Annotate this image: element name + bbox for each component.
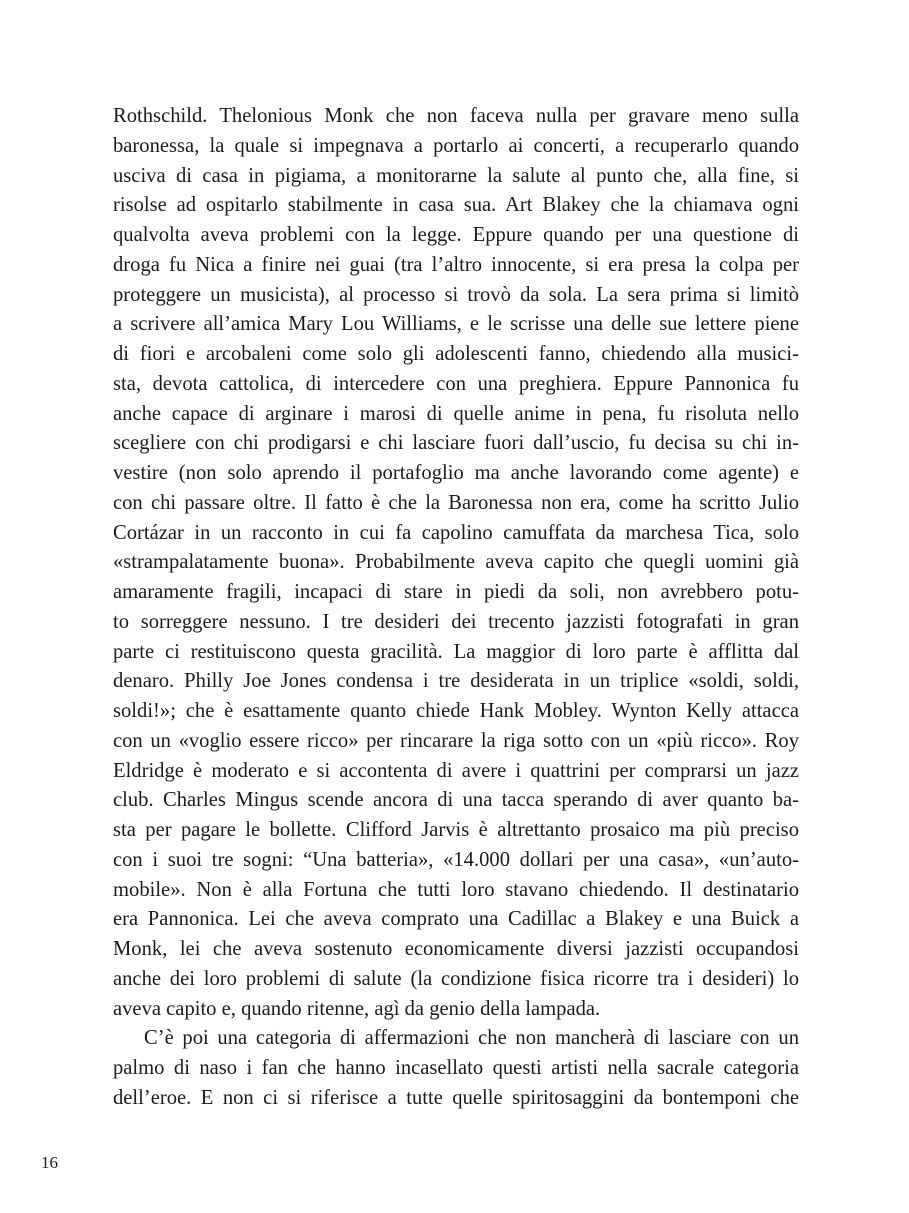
text-line: C’è poi una categoria di affermazioni che non mancherà di lasciare con un [144, 1027, 799, 1050]
text-line: sta, devota cattolica, di intercedere con una preghiera. Eppure Pannonica fu [113, 372, 799, 395]
text-line: «strampalatamente buona». Probabilmente aveva capito che quegli uomini già [113, 551, 799, 574]
text-line: Rothschild. Thelonious Monk che non faceva nulla per gravare meno sulla [113, 105, 799, 127]
paragraph-2 [113, 1024, 799, 1113]
text-line: usciva di casa in pigiama, a monitorarne la salute al punto che, alla fine, si [113, 164, 799, 187]
text-line: aveva capito e, quando ritenne, agì da genio della lampada. [113, 997, 601, 1020]
text-line: amaramente fragili, incapaci di stare in piedi da soli, non avrebbero potu- [113, 581, 799, 603]
text-line: parte ci restituiscono questa gracilità. La maggior di loro parte è afflitta dal [113, 640, 799, 663]
text-line: con un «voglio essere ricco» per rincarare la riga sotto con un «più ricco». Roy [113, 729, 799, 752]
text-line: soldi!»; che è esattamente quanto chiede Hank Mobley. Wynton Kelly attacca [113, 700, 799, 722]
text-line: era Pannonica. Lei che aveva comprato una Cadillac a Blakey e una Buick a [113, 908, 799, 931]
text-line: risolse ad ospitarlo stabilmente in casa sua. Art Blakey che la chiamava ogni [113, 194, 799, 217]
text-line: droga fu Nica a finire nei guai (tra l’altro innocente, si era presa la colpa per [113, 253, 799, 276]
page-number: 16 [41, 1153, 58, 1172]
text-line: sta per pagare le bollette. Clifford Jarvis è altrettanto prosaico ma più preciso [113, 819, 799, 841]
text-line: vestire (non solo aprendo il portafoglio ma anche lavorando come agente) e [113, 462, 799, 484]
paragraph-1 [113, 102, 799, 1024]
text-line: con chi passare oltre. Il fatto è che la Baronessa non era, come ha scritto Julio [113, 491, 799, 514]
text-line: qualvolta aveva problemi con la legge. Eppure quando per una questione di [113, 224, 799, 246]
text-line: club. Charles Mingus scende ancora di una tacca sperando di aver quanto ba- [113, 789, 799, 812]
text-line: Monk, lei che aveva sostenuto economicamente diversi jazzisti occupandosi [113, 938, 799, 960]
text-line: di fiori e arcobaleni come solo gli adolescenti fanno, chiedendo alla musici- [113, 343, 799, 365]
text-line: palmo di naso i fan che hanno incasellato questi artisti nella sacrale categoria [113, 1057, 799, 1079]
text-line: anche capace di arginare i marosi di quelle anime in pena, fu risoluta nello [113, 402, 799, 425]
text-line: Eldridge è moderato e si accontenta di avere i quattrini per comprarsi un jazz [113, 759, 799, 782]
text-line: scegliere con chi prodigarsi e chi lasciare fuori dall’uscio, fu decisa su chi in- [113, 432, 799, 455]
text-line: denaro. Philly Joe Jones condensa i tre desiderata in un triplice «soldi, soldi, [113, 670, 799, 693]
text-line: Cortázar in un racconto in cui fa capolino camuffata da marchesa Tica, solo [113, 521, 799, 544]
text-line: anche dei loro problemi di salute (la condizione fisica ricorre tra i desideri) lo [113, 967, 799, 990]
text-line: a scrivere all’amica Mary Lou Williams, e le scrisse una delle sue lettere piene [113, 313, 799, 336]
text-line: to sorreggere nessuno. I tre desideri dei trecento jazzisti fotografati in gran [113, 610, 799, 633]
text-line: mobile». Non è alla Fortuna che tutti loro stavano chiedendo. Il destinatario [113, 878, 799, 901]
text-line: con i suoi tre sogni: “Una batteria», «14.000 dollari per una casa», «un’auto- [113, 848, 799, 871]
text-line: dell’eroe. E non ci si riferisce a tutte quelle spiritosaggini da bontemponi che [113, 1086, 799, 1109]
body-text [113, 102, 799, 1114]
text-line: proteggere un musicista), al processo si trovò da sola. La sera prima si limitò [113, 283, 799, 306]
text-line: baronessa, la quale si impegnava a portarlo ai concerti, a recuperarlo quando [113, 134, 799, 157]
